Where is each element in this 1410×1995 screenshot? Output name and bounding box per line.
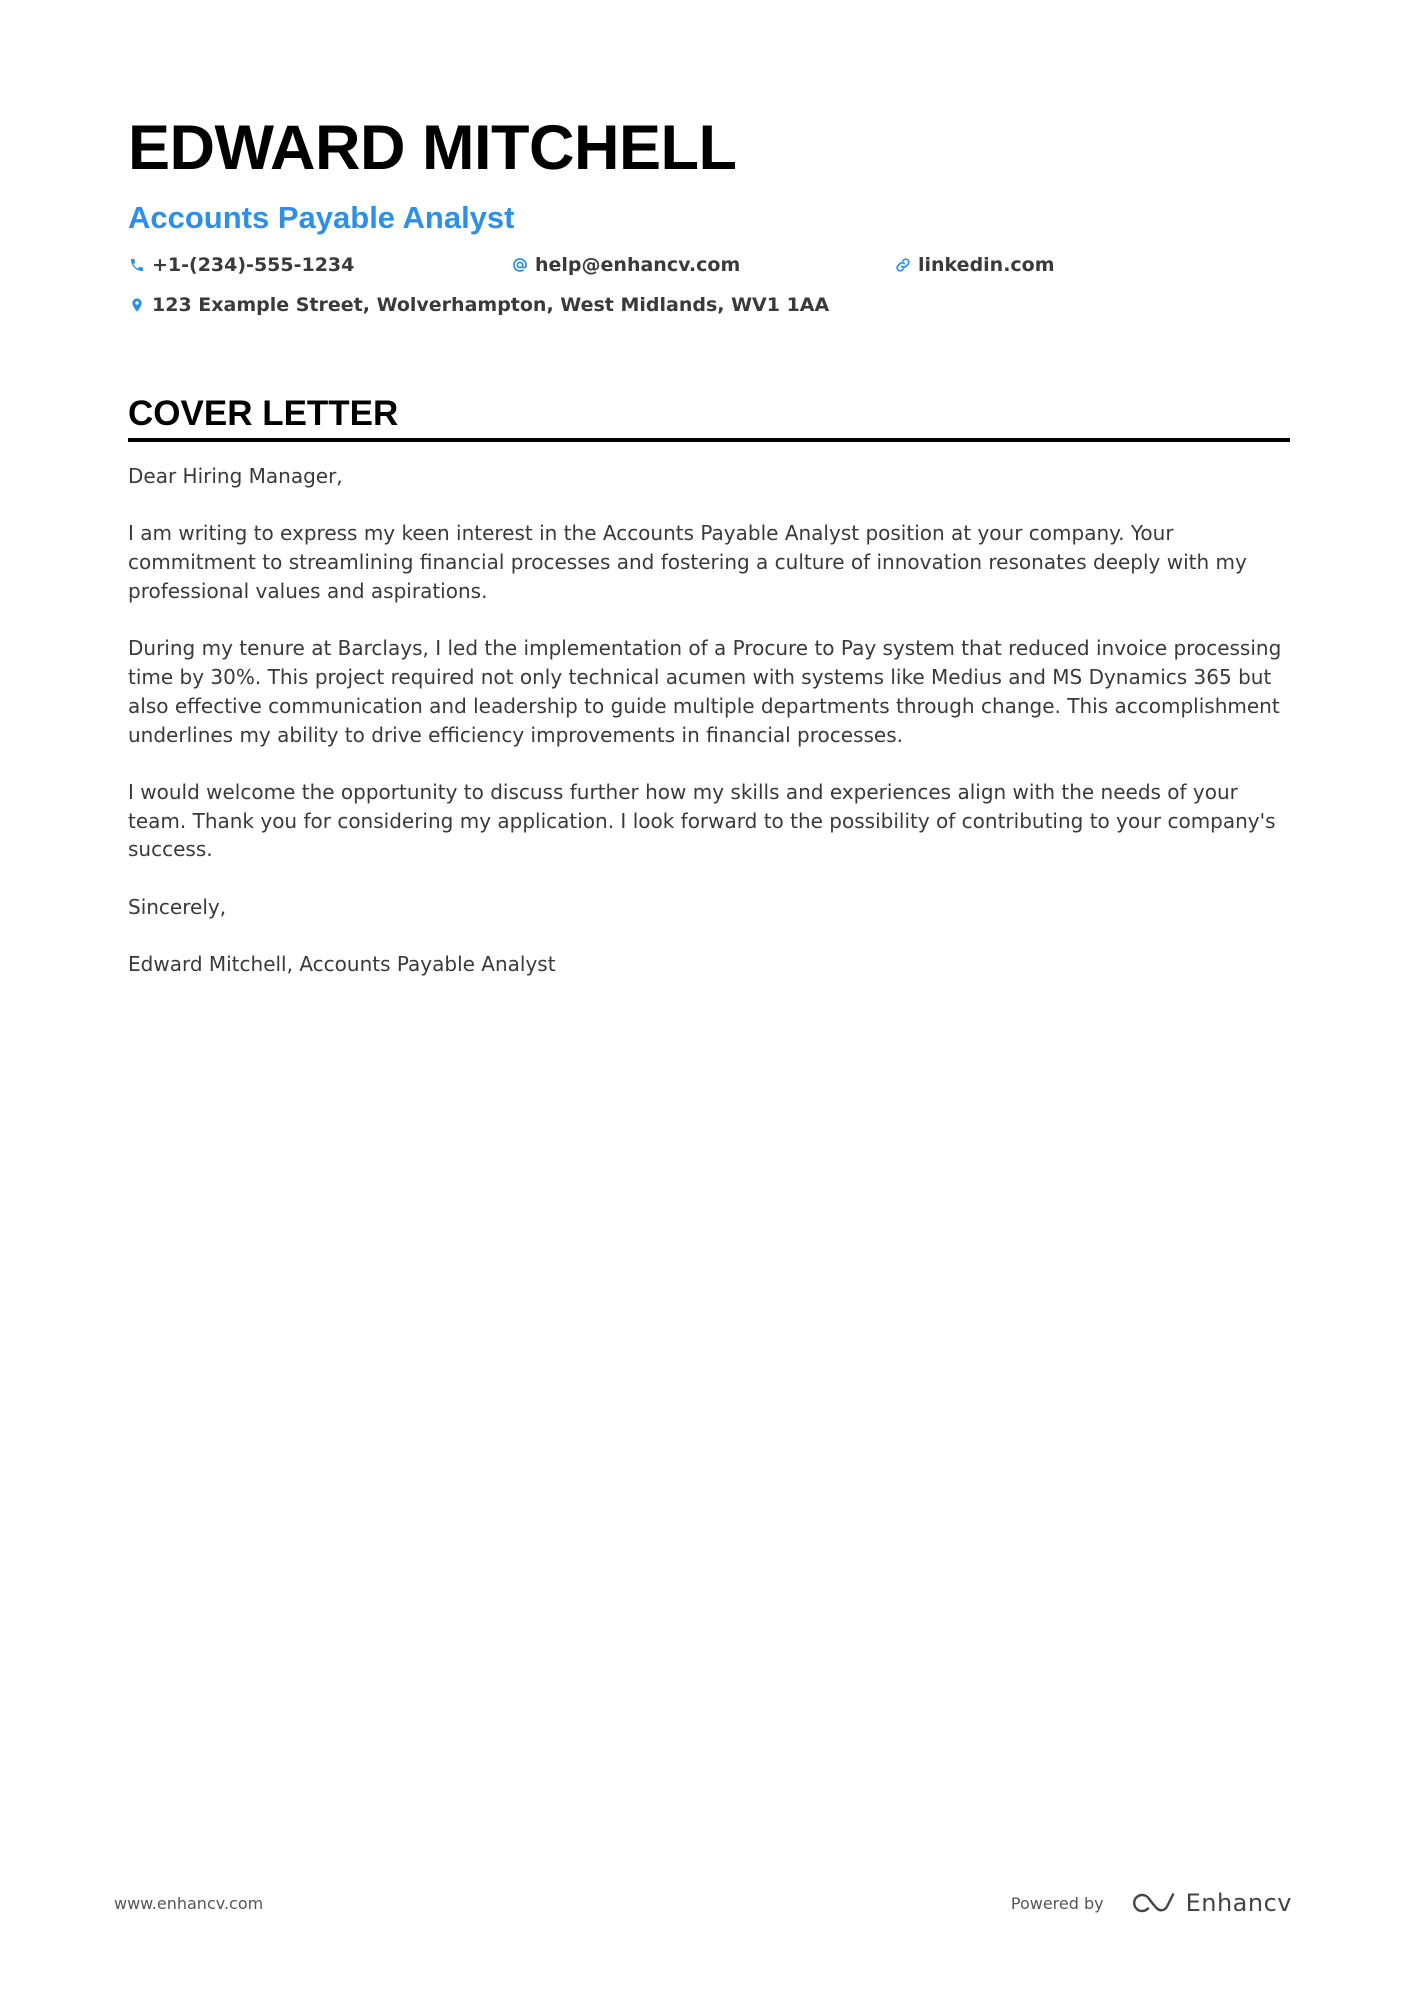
footer-branding[interactable]	[1011, 1883, 1292, 1923]
letter-body	[128, 462, 1290, 979]
at-icon	[511, 256, 529, 274]
address-text: 123 Example Street, Wolverhampton, West Midlands, WV1 1AA	[152, 294, 830, 316]
linkedin-text[interactable]: linkedin.com	[918, 254, 1055, 276]
letter-greeting: Dear Hiring Manager,	[128, 464, 343, 488]
contact-row-secondary	[128, 290, 1288, 320]
contact-phone	[128, 250, 354, 280]
contact-row-primary	[128, 250, 1288, 280]
contact-email[interactable]	[511, 250, 740, 280]
phone-text: +1-(234)-555-1234	[152, 254, 355, 276]
contact-linkedin[interactable]	[894, 250, 1055, 280]
powered-by-label: Powered by	[1010, 1893, 1104, 1913]
enhancv-logo-icon	[1130, 1890, 1176, 1916]
letter-paragraph-2: During my tenure at Barclays, I led the implementation of a Procure to Pay system that reduced invoice processing time by 30%. This project required not only technical acumen with systems like Medius and MS Dynamics 365 but also effective communication and leadership to guide multiple departments through change. This accomplishment underlines my ability to drive efficiency improvements in financial processes.	[128, 636, 1282, 747]
email-text[interactable]: help@enhancv.com	[535, 254, 741, 276]
section-divider	[128, 438, 1290, 442]
footer-website[interactable]: www.enhancv.com	[114, 1894, 264, 1913]
cover-letter-section	[128, 392, 1290, 1007]
candidate-name: EDWARD MITCHELL	[128, 113, 737, 183]
phone-icon	[128, 256, 146, 274]
contact-address	[128, 290, 829, 320]
location-pin-icon	[128, 296, 146, 314]
letter-paragraph-3: I would welcome the opportunity to discuss further how my skills and experiences align with the needs of your team. Thank you for considering my application. I look forward to the possibility of contributing to your company's success.	[128, 779, 1276, 862]
letter-signature: Edward Mitchell, Accounts Payable Analyst	[128, 952, 556, 977]
section-title: COVER LETTER	[128, 394, 399, 433]
letter-closing: Sincerely,	[128, 894, 227, 919]
header	[128, 108, 1288, 320]
job-title: Accounts Payable Analyst	[128, 200, 515, 235]
brand-name: Enhancv	[1185, 1889, 1292, 1917]
link-icon	[894, 256, 912, 274]
letter-paragraph-1: I am writing to express my keen interest in the Accounts Payable Analyst position at your company. Your commitment to streamlining financial processes and fostering a culture of innovation resonates deeply with my professional values and aspirations.	[128, 521, 1247, 603]
